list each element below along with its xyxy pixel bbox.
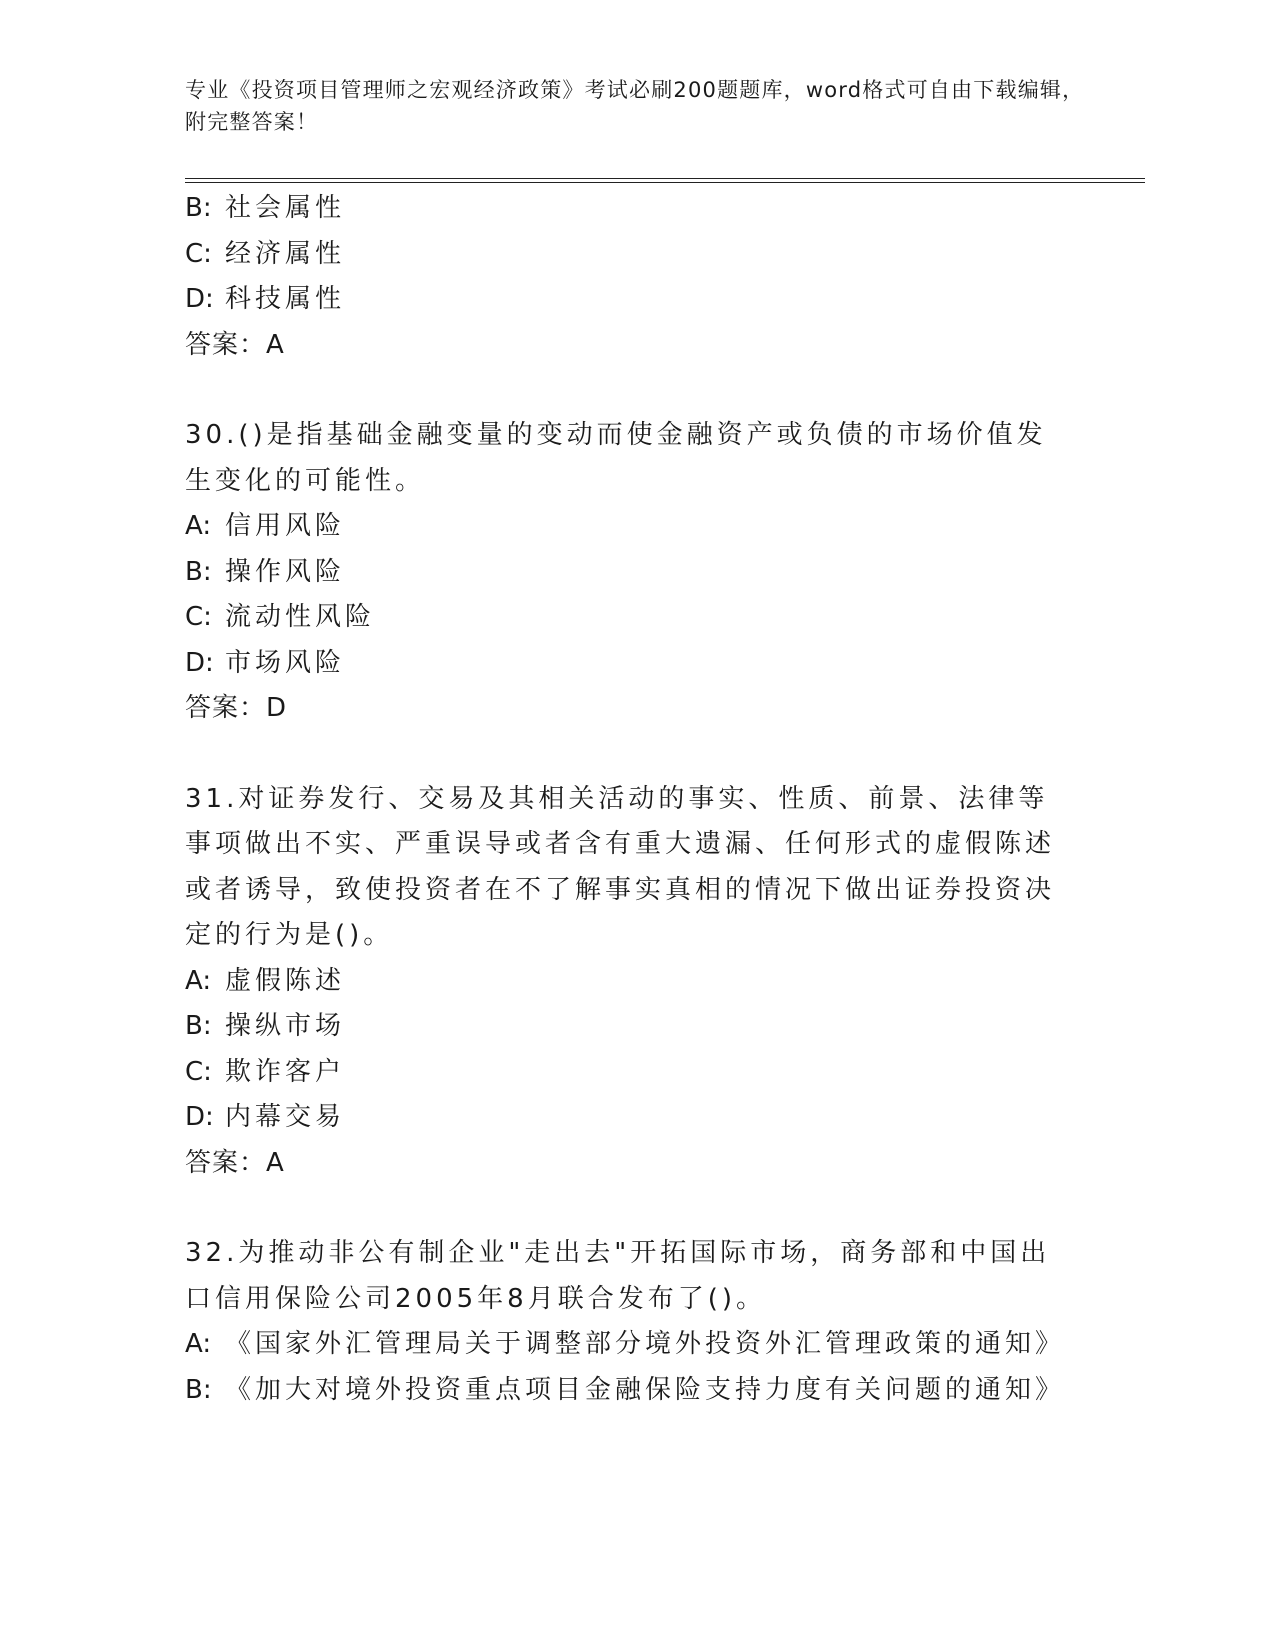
option-c (185, 595, 1085, 641)
question-text: 30.()是指基础金融变量的变动而使金融资产或负债的市场价值发生变化的可能性。 (185, 420, 1047, 496)
option-label: B: (185, 1374, 212, 1405)
option-label: C: (185, 1056, 212, 1087)
question-text: 32.为推动非公有制企业"走出去"开拓国际市场，商务部和中国出口信用保险公司2005年8月联合发布了()。 (185, 1238, 1051, 1314)
option-c (185, 232, 1085, 278)
option-label: B: (185, 556, 212, 587)
option-label: D: (185, 284, 214, 314)
option-d (185, 277, 1085, 323)
option-label: D: (185, 1102, 214, 1132)
document-body (185, 186, 1085, 1413)
option-a (185, 959, 1085, 1005)
option-label: A: (185, 965, 212, 996)
option-d (185, 641, 1085, 687)
option-c (185, 1050, 1085, 1096)
option-b (185, 1004, 1085, 1050)
option-text: 流动性风险 (225, 602, 376, 632)
answer-line: 答案：D (185, 693, 288, 723)
option-label: B: (185, 193, 212, 223)
option-label: B: (185, 1011, 212, 1041)
question-block (185, 413, 1085, 732)
option-text: 经济属性 (225, 238, 346, 269)
option-label: C: (185, 238, 212, 269)
option-b (185, 550, 1085, 596)
option-a (185, 1322, 1085, 1368)
question-block (185, 186, 1085, 368)
option-text: 《加大对境外投资重点项目金融保险支持力度有关问题的通知》 (225, 1374, 1066, 1405)
question-block (185, 777, 1085, 1187)
option-b (185, 1368, 1085, 1414)
option-d (185, 1095, 1085, 1141)
option-label: D: (185, 647, 214, 678)
option-b (185, 186, 1085, 232)
document-header (185, 74, 1085, 138)
option-label: A: (185, 1329, 212, 1359)
option-label: C: (185, 602, 212, 632)
option-text: 市场风险 (225, 647, 346, 678)
option-text: 社会属性 (225, 193, 346, 223)
option-text: 信用风险 (225, 511, 346, 541)
answer-line: 答案：A (185, 329, 285, 360)
option-text: 操作风险 (225, 556, 346, 587)
option-text: 《国家外汇管理局关于调整部分境外投资外汇管理政策的通知》 (225, 1329, 1066, 1359)
option-text: 内幕交易 (225, 1102, 346, 1132)
question-block (185, 1231, 1085, 1413)
header-divider (185, 178, 1145, 183)
header-title: 专业《投资项目管理师之宏观经济政策》考试必刷200题题库，word格式可自由下载编辑，附完整答案！ (185, 78, 1085, 134)
option-text: 虚假陈述 (225, 965, 346, 996)
option-label: A: (185, 511, 212, 541)
answer-line: 答案：A (185, 1147, 285, 1178)
option-a (185, 504, 1085, 550)
question-text: 31.对证券发行、交易及其相关活动的事实、性质、前景、法律等事项做出不实、严重误导或者含有重大遗漏、任何形式的虚假陈述或者诱导，致使投资者在不了解事实真相的情况下做出证券投资决定的行为是()。 (185, 783, 1056, 950)
option-text: 操纵市场 (225, 1011, 346, 1041)
option-text: 科技属性 (225, 284, 346, 314)
option-text: 欺诈客户 (225, 1056, 346, 1087)
